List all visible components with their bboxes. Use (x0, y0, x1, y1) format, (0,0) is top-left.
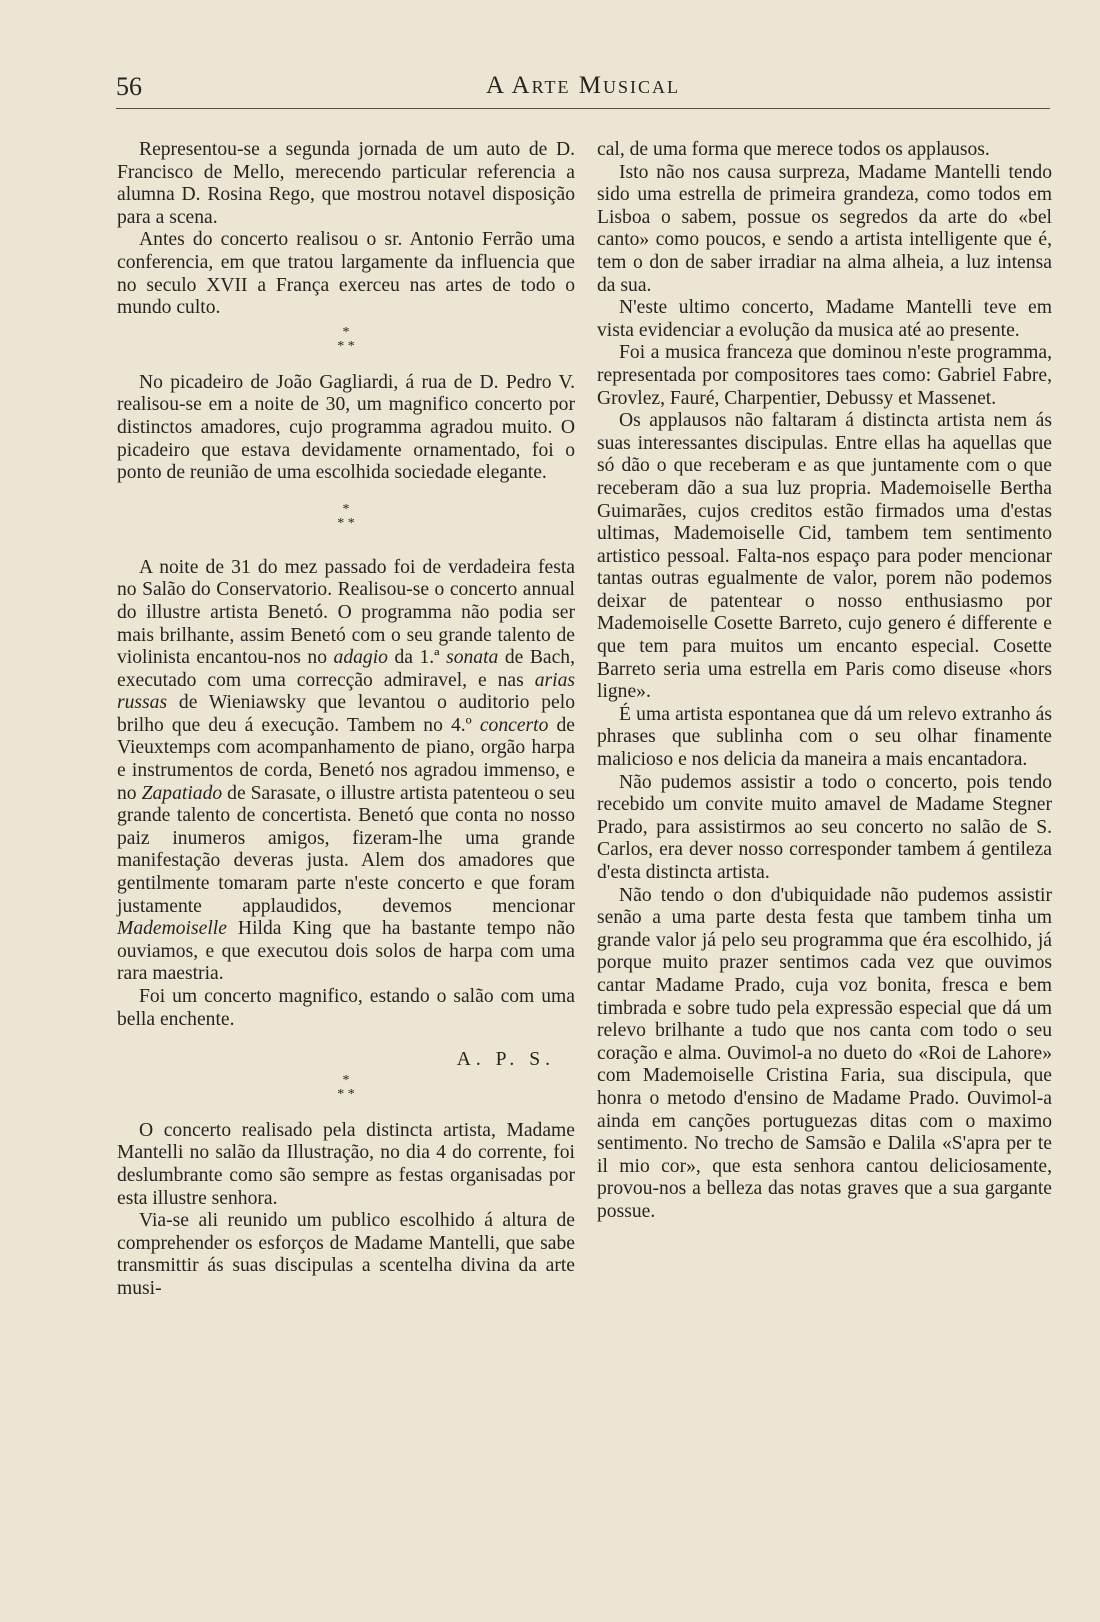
paragraph (117, 557, 575, 986)
paragraph: N'este ultimo concerto, Madame Mantelli teve em vista evidenciar a evolução da musica até ao presente. (597, 297, 1052, 341)
paragraph: Antes do concerto realisou o sr. Antonio Ferrão uma conferencia, em que tratou largamente da influencia que no seculo XVII a França exerceu nas artes de todo o mundo culto. (117, 229, 575, 319)
asterism-top: * (342, 1072, 350, 1088)
paragraph: Representou-se a segunda jornada de um auto de D. Francisco de Mello, merecendo particular referencia a alumna D. Rosina Rego, que mostrou notavel disposição para a scena. (117, 139, 575, 228)
text-run: de Sarasate, o illustre artista patenteou o seu grande talento de concertista. Benetó que conta no nosso paiz inumeros amigos, fizeram-lhe uma grande manifestação deveras justa. Alem dos amadores que gentilmente tomaram parte n'este concerto e que foram justamente applaudidos, devemos mencionar (117, 782, 575, 917)
italic-term: arias russas (117, 669, 575, 714)
section-separator (117, 326, 575, 354)
italic-term: sonata (446, 647, 499, 669)
section-separator (117, 1074, 575, 1102)
paragraph: cal, de uma forma que merece todos os applausos. (597, 139, 990, 160)
paragraph: Isto não nos causa surpreza, Madame Mantelli tendo sido uma estrella de primeira grandeza, como todos em Lisboa o sabem, possue os segredos da arte do «bel canto» como poucos, e sendo a artista intelligente que é, tem o don de saber irradiar na alma alheia, a luz intensa da sua. (597, 161, 1052, 296)
paragraph: No picadeiro de João Gagliardi, á rua de D. Pedro V. realisou-se em a noite de 30, um magnifico concerto por distinctos amadores, cujo programma agradou muito. O picadeiro que estava devidamente ornamentado, foi o ponto de reunião de uma escolhida sociedade elegante. (117, 371, 575, 484)
text-run: de Wieniawsky que levantou o auditorio pelo brilho que deu á execução. Tambem no 4.º (117, 692, 575, 736)
paragraph: Foi um concerto magnifico, estando o salão com uma bella enchente. (117, 986, 575, 1030)
paragraph: O concerto realisado pela distincta artista, Madame Mantelli no salão da Illustração, no dia 4 do corrente, foi deslumbrante como são sempre as festas organisadas por esta illustre senhora. (117, 1119, 575, 1209)
asterism-bottom: * * (337, 338, 355, 354)
header-rule (116, 108, 1050, 109)
asterism-top: * (342, 501, 350, 517)
text-run: Hilda King que ha bastante tempo não ouviamos, e que executou dois solos de harpa com uma rara maestria. (117, 918, 575, 985)
paragraph: Via-se ali reunido um publico escolhido á altura de comprehender os esforços de Madame Mantelli, que sabe transmittir ás suas discipulas a scentelha divina da arte musi- (117, 1210, 575, 1299)
italic-term: Mademoiselle (117, 918, 227, 940)
section-separator (117, 503, 575, 531)
paragraph: Os applausos não faltaram á distincta artista nem ás suas interessantes discipulas. Entre ellas ha aquellas que só dão o que receberam e as que juntamente com o que receberam dão a sua luz propria. Mademoiselle Bertha Guimarães, cujos creditos estão firmados uma d'estas ultimas, Mademoiselle Cid, tambem tem sentimento artistico pessoal. Falta-nos espaço para poder mencionar tantas outras egualmente de valor, porem não podemos deixar de patentear o nosso enthusiasmo por Mademoiselle Cosette Barreto, cujo genero é differente e que tem para muitos um encanto especial. Cosette Barreto seria uma estrella em Paris como diseuse «hors ligne». (597, 410, 1052, 703)
paragraph: Não pudemos assistir a todo o concerto, pois tendo recebido um convite muito amavel de Madame Stegner Prado, para assistirmos ao seu concerto no salão de S. Carlos, era dever nosso corresponder tambem á gentileza d'esta distincta artista. (597, 771, 1052, 883)
italic-term: concerto (479, 714, 549, 736)
text-run: da 1.ª (387, 647, 447, 669)
asterism-top: * (342, 324, 350, 340)
running-title: A Arte Musical (486, 72, 680, 99)
left-column (117, 139, 575, 1301)
italic-term: adagio (333, 647, 388, 669)
italic-term: Zapatiado (141, 782, 223, 804)
text-run: de Bach, executado com uma correcção admiravel, e nas (117, 647, 576, 691)
paragraph: Não tendo o don d'ubiquidade não pudemos assistir senão a uma parte desta festa que tambem tinha um grande valor já pelo seu programma que éra escolhido, já porque muito prazer sentimos cada vez que ouvimos cantar Madame Prado, cuja voz bonita, fresca e bem timbrada e sobre tudo pela expressão especial que dá um relevo brilhante a tudo que nos canta com todo o seu coração e alma. Ouvimol-a no dueto do «Roi de Lahore» com Mademoiselle Cristina Faria, sua discipula, que honra o metodo d'ensino de Madame Prado. Ouvimol-a ainda em canções portuguezas ditas com o maximo sentimento. No trecho de Samsão e Dalila «S'apra per te il mio cor», que esta senhora cantou deliciosamente, provou-nos a belleza das notas graves que a sua gargante possue. (597, 884, 1052, 1222)
paragraph: É uma artista espontanea que dá um relevo extranho ás phrases que sublinha com o seu olhar finamente malicioso e nos delicia da maneira a mais encantadora. (597, 703, 1052, 771)
asterism-bottom: * * (337, 515, 355, 531)
page-number: 56 (116, 72, 142, 101)
right-column (597, 139, 1052, 1224)
page-header (116, 70, 1050, 108)
text-run: A noite de 31 do mez passado foi de verdadeira festa no Salão do Conservatorio. Realisou-se o concerto annual do illustre artista Benetó. O programma não podia ser mais brilhante, assim Benetó com o seu grande talento de violinista encantou-nos no (117, 556, 575, 669)
asterism-bottom: * * (337, 1086, 355, 1102)
paragraph: Foi a musica franceza que dominou n'este programma, representada por compositores taes como: Gabriel Fabre, Grovlez, Fauré, Charpentier, Debussy et Massenet. (597, 342, 1052, 409)
author-signature: A. P. S. (456, 1049, 555, 1071)
text-run: de Vieuxtemps com acompanhamento de piano, orgão harpa e instrumentos de corda, Benetó nos agradou immenso, e no (117, 714, 575, 804)
